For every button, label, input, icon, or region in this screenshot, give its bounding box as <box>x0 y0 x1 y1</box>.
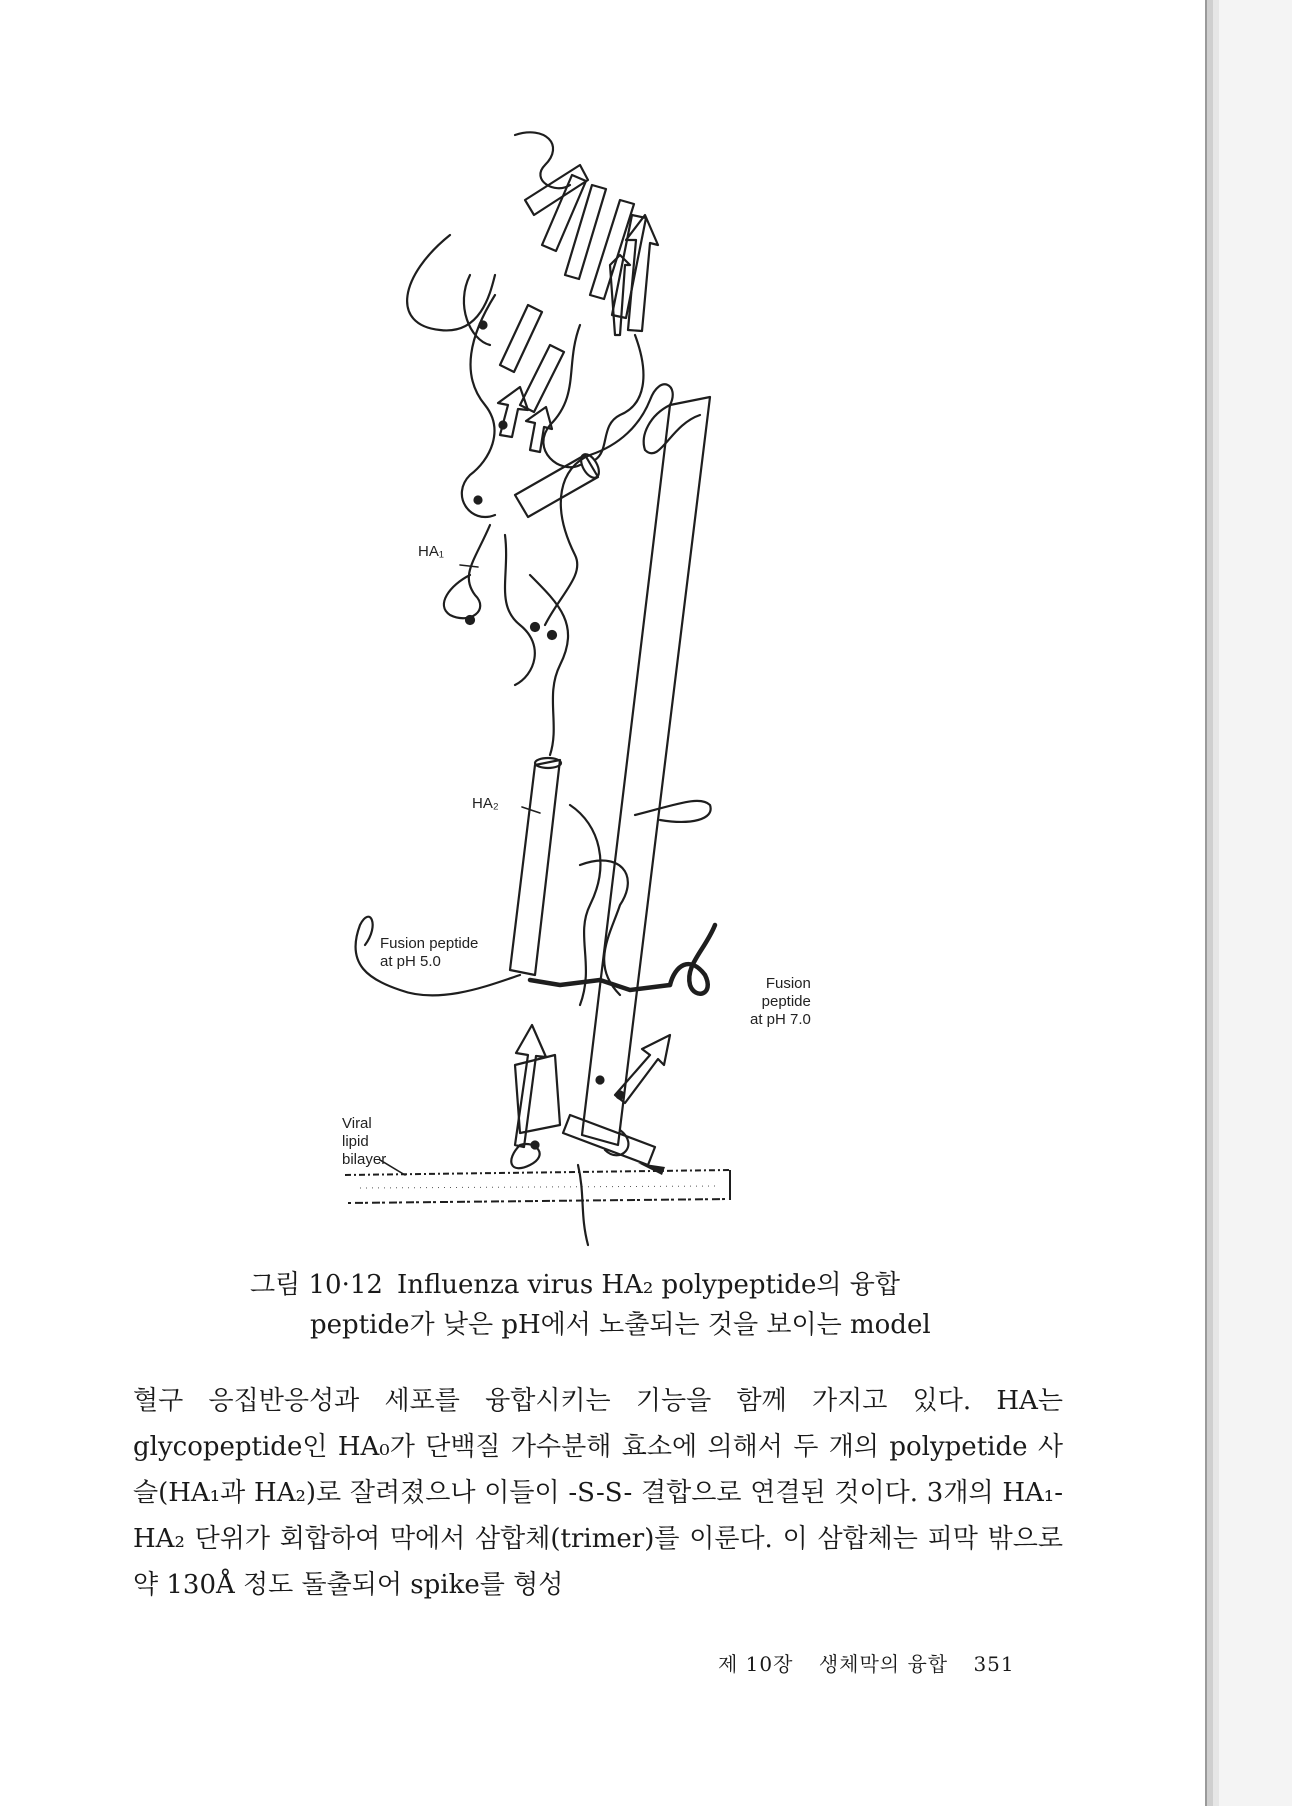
figure-caption <box>250 1265 1010 1345</box>
page-number: 351 <box>973 1652 1015 1676</box>
caption-line-2: peptide가 낮은 pH에서 노출되는 것을 보이는 model <box>310 1310 931 1340</box>
body-text <box>133 1378 1063 1608</box>
label-viral-lipid-bilayer: Viral lipid bilayer <box>342 1115 387 1168</box>
lipid-bilayer <box>345 1163 730 1203</box>
label-ha1: HA₁ <box>418 543 444 560</box>
footer-chapter-title: 생체막의 융합 <box>818 1652 949 1676</box>
ha-structure-figure <box>320 105 880 1255</box>
label-fusion-peptide-ph7: Fusion peptide at pH 7.0 <box>750 975 811 1028</box>
label-ha2: HA₂ <box>472 795 499 812</box>
body-paragraph: 혈구 응집반응성과 세포를 융합시키는 기능을 함께 가지고 있다. HA는 glycopeptide인 HA₀가 단백질 가수분해 효소에 의해서 두 개의 polypetide 사슬(HA₁과 HA₂)로 잘려졌으나 이들이 -S-S- 결합으로 연결된 것이다. 3개의 HA₁-HA₂ 단위가 회합하여 막에서 삼합체(trimer)를 이룬다. 이 삼합체는 피막 밖으로 약 130Å 정도 돌출되어 spike를 형성 <box>133 1386 1063 1600</box>
ha-ribbon-diagram <box>320 105 880 1255</box>
caption-number: 그림 10·12 <box>250 1270 383 1300</box>
page-footer <box>718 1648 1033 1677</box>
label-fusion-peptide-ph5: Fusion peptide at pH 5.0 <box>380 935 479 970</box>
footer-chapter: 제 10장 <box>718 1652 794 1676</box>
caption-line-1: Influenza virus HA₂ polypeptide의 융합 <box>396 1270 900 1300</box>
